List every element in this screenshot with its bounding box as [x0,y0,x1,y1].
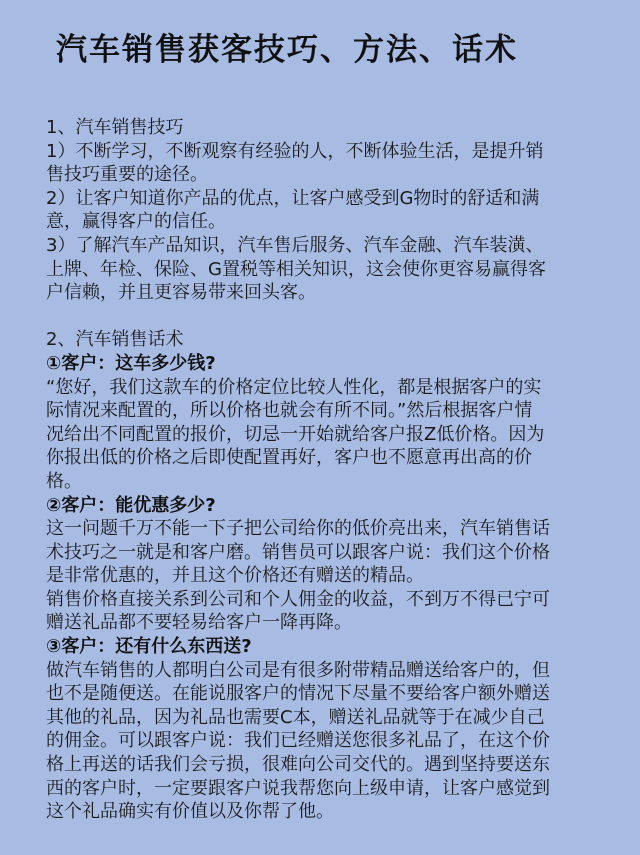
paragraph-line: 做汽车销售的人都明白公司是有很多附带精品赠送给客户的，但 [46,659,550,681]
section-sales-skills [46,116,610,305]
paragraph-line: 也不是随便送。在能说服客户的情况下尽量不要给客户额外赠送 [46,683,550,705]
question-heading: ①客户：这车多少钱? [46,352,216,374]
paragraph-line: “您好，我们这款车的价格定位比较人性化，都是根据客户的实 [46,376,542,398]
section-sales-script [46,328,610,823]
paragraph-line: 是非常优惠的，并且这个价格还有赠送的精品。 [46,565,424,587]
paragraph-line: 况给出不同配置的报价，切忌一开始就给客户报Z低价格。因为 [46,423,545,445]
page-title: 汽车销售获客技巧、方法、话术 [56,32,518,68]
question-heading: ②客户：能优惠多少? [46,494,216,516]
paragraph-line: 2）让客户知道你产品的优点，让客户感受到G物时的舒适和满 [46,187,540,209]
paragraph-line: 户信赖，并且更容易带来回头客。 [46,282,316,304]
paragraph-line: 意，赢得客户的信任。 [46,211,226,233]
paragraph-line: 销售价格直接关系到公司和个人佣金的收益，不到万不得已宁可 [46,588,550,610]
section-heading: 2、汽车销售话术 [46,329,184,351]
paragraph-line: 这个礼品确实有价值以及你帮了他。 [46,801,334,823]
paragraph-line: 术技巧之一就是和客户磨。销售员可以跟客户说：我们这个价格 [46,541,550,563]
paragraph-line: 这一问题千万不能一下子把公司给你的低价亮出来，汽车销售话 [46,518,550,540]
paragraph-line: 上牌、年检、保险、G置税等相关知识，这会使你更容易赢得客 [46,258,546,280]
paragraph-line: 1）不断学习，不断观察有经验的人，不断体验生活，是提升销 [46,140,544,162]
paragraph-line: 赠送礼品都不要轻易给客户一降再降。 [46,612,352,634]
paragraph-line: 际情况来配置的，所以价格也就会有所不同。”然后根据客户情 [46,400,533,422]
section-spacer [46,305,610,329]
paragraph-line: 的佣金。可以跟客户说：我们已经赠送您很多礼品了，在这个价 [46,730,550,752]
paragraph-line: 格。 [46,470,82,492]
question-heading: ③客户：还有什么东西送? [46,636,252,658]
section-heading: 1、汽车销售技巧 [46,117,184,138]
paragraph-line: 3）了解汽车产品知识，汽车售后服务、汽车金融、汽车装潢、 [46,234,544,256]
paragraph-line: 你报出低的价格之后即使配置再好，客户也不愿意再出高的价 [46,447,532,469]
paragraph-line: 其他的礼品，因为礼品也需要C本，赠送礼品就等于在减少自己 [46,706,545,728]
paragraph-line: 售技巧重要的途径。 [46,164,208,186]
paragraph-line: 西的客户时，一定要跟客户说我帮您向上级申请，让客户感觉到 [46,777,550,799]
paragraph-line: 格上再送的话我们会亏损，很难向公司交代的。遇到坚持要送东 [46,754,550,776]
